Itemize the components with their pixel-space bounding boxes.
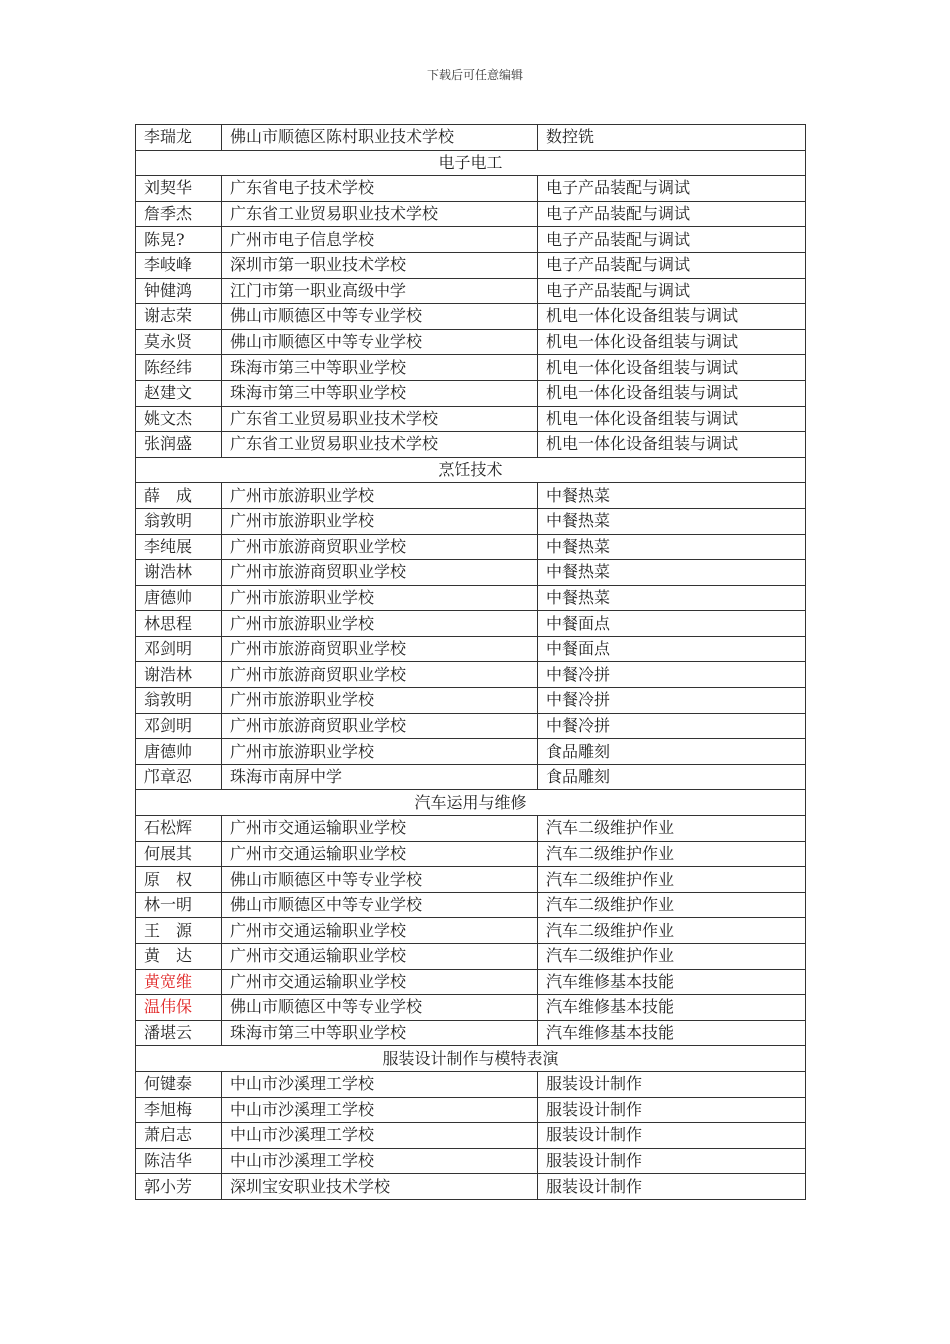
school-cell: 广东省工业贸易职业技术学校 [222, 432, 538, 458]
school-cell: 广州市旅游职业学校 [222, 688, 538, 714]
table-row [136, 329, 806, 355]
table-row [136, 1148, 806, 1174]
table-row [136, 278, 806, 304]
name-cell: 李旭梅 [136, 1097, 222, 1123]
school-cell: 中山市沙溪理工学校 [222, 1123, 538, 1149]
name-cell: 翁敦明 [136, 688, 222, 714]
event-cell: 中餐热菜 [538, 508, 806, 534]
school-cell: 珠海市第三中等职业学校 [222, 1020, 538, 1046]
name-cell: 李瑞龙 [136, 125, 222, 151]
table-row [136, 841, 806, 867]
table-row [136, 918, 806, 944]
event-cell: 数控铣 [538, 125, 806, 151]
table-row [136, 1097, 806, 1123]
section-title: 烹饪技术 [136, 457, 806, 483]
event-cell: 汽车二级维护作业 [538, 816, 806, 842]
name-cell: 谢浩林 [136, 560, 222, 586]
name-cell: 何展其 [136, 841, 222, 867]
table-row [136, 227, 806, 253]
table-row [136, 662, 806, 688]
table-row [136, 636, 806, 662]
name-cell: 唐德帅 [136, 585, 222, 611]
table-row [136, 1123, 806, 1149]
school-cell: 中山市沙溪理工学校 [222, 1148, 538, 1174]
school-cell: 佛山市顺德区陈村职业技术学校 [222, 125, 538, 151]
school-cell: 广东省工业贸易职业技术学校 [222, 406, 538, 432]
name-cell: 石松辉 [136, 816, 222, 842]
school-cell: 佛山市顺德区中等专业学校 [222, 304, 538, 330]
page-header: 下载后可任意编辑 [426, 68, 523, 82]
school-cell: 广州市旅游职业学校 [222, 483, 538, 509]
event-cell: 服装设计制作 [538, 1097, 806, 1123]
school-cell: 广州市旅游商贸职业学校 [222, 534, 538, 560]
event-cell: 电子产品装配与调试 [538, 201, 806, 227]
table-row [136, 739, 806, 765]
table-row [136, 1174, 806, 1200]
section-title: 服装设计制作与模特表演 [136, 1046, 806, 1072]
school-cell: 佛山市顺德区中等专业学校 [222, 892, 538, 918]
table-row [136, 585, 806, 611]
table-row [136, 713, 806, 739]
table-row [136, 560, 806, 586]
table-row [136, 969, 806, 995]
event-cell: 服装设计制作 [538, 1174, 806, 1200]
event-cell: 中餐热菜 [538, 483, 806, 509]
table-row [136, 252, 806, 278]
name-cell: 潘堪云 [136, 1020, 222, 1046]
name-cell: 陈晃? [136, 227, 222, 253]
name-cell: 唐德帅 [136, 739, 222, 765]
table-row [136, 944, 806, 970]
event-cell: 中餐热菜 [538, 560, 806, 586]
name-cell: 张润盛 [136, 432, 222, 458]
table-row [136, 508, 806, 534]
school-cell: 广东省电子技术学校 [222, 176, 538, 202]
table-row [136, 995, 806, 1021]
school-cell: 佛山市顺德区中等专业学校 [222, 329, 538, 355]
table-row [136, 816, 806, 842]
name-cell: 原 权 [136, 867, 222, 893]
school-cell: 深圳市第一职业技术学校 [222, 252, 538, 278]
name-cell: 郭小芳 [136, 1174, 222, 1200]
school-cell: 广州市电子信息学校 [222, 227, 538, 253]
school-cell: 佛山市顺德区中等专业学校 [222, 995, 538, 1021]
event-cell: 汽车维修基本技能 [538, 995, 806, 1021]
event-cell: 机电一体化设备组装与调试 [538, 355, 806, 381]
school-cell: 广州市旅游商贸职业学校 [222, 662, 538, 688]
table-row [136, 1020, 806, 1046]
school-cell: 广东省工业贸易职业技术学校 [222, 201, 538, 227]
table-row [136, 688, 806, 714]
name-cell: 黄宽维 [136, 969, 222, 995]
table-row [136, 176, 806, 202]
name-cell: 何键泰 [136, 1071, 222, 1097]
event-cell: 汽车二级维护作业 [538, 867, 806, 893]
event-cell: 食品雕刻 [538, 739, 806, 765]
name-cell: 李岐峰 [136, 252, 222, 278]
school-cell: 广州市旅游商贸职业学校 [222, 713, 538, 739]
table-row [136, 406, 806, 432]
school-cell: 中山市沙溪理工学校 [222, 1071, 538, 1097]
table-row [136, 892, 806, 918]
name-cell: 詹季杰 [136, 201, 222, 227]
name-cell: 薛 成 [136, 483, 222, 509]
event-cell: 服装设计制作 [538, 1123, 806, 1149]
name-cell: 林一明 [136, 892, 222, 918]
school-cell: 广州市旅游职业学校 [222, 739, 538, 765]
event-cell: 汽车维修基本技能 [538, 1020, 806, 1046]
table-row [136, 483, 806, 509]
school-cell: 珠海市第三中等职业学校 [222, 380, 538, 406]
roster-body [136, 125, 806, 1200]
school-cell: 广州市交通运输职业学校 [222, 841, 538, 867]
event-cell: 中餐面点 [538, 636, 806, 662]
school-cell: 广州市交通运输职业学校 [222, 918, 538, 944]
event-cell: 中餐面点 [538, 611, 806, 637]
school-cell: 广州市旅游职业学校 [222, 611, 538, 637]
table-row [136, 304, 806, 330]
name-cell: 黄 达 [136, 944, 222, 970]
school-cell: 珠海市南屏中学 [222, 764, 538, 790]
school-cell: 佛山市顺德区中等专业学校 [222, 867, 538, 893]
name-cell: 温伟保 [136, 995, 222, 1021]
school-cell: 广州市交通运输职业学校 [222, 816, 538, 842]
table-row [136, 534, 806, 560]
school-cell: 珠海市第三中等职业学校 [222, 355, 538, 381]
table-row [136, 611, 806, 637]
event-cell: 中餐冷拼 [538, 662, 806, 688]
school-cell: 中山市沙溪理工学校 [222, 1097, 538, 1123]
name-cell: 姚文杰 [136, 406, 222, 432]
table-row [136, 764, 806, 790]
table-row [136, 125, 806, 151]
name-cell: 莫永贤 [136, 329, 222, 355]
school-cell: 广州市旅游职业学校 [222, 585, 538, 611]
event-cell: 电子产品装配与调试 [538, 176, 806, 202]
event-cell: 汽车二级维护作业 [538, 944, 806, 970]
name-cell: 刘契华 [136, 176, 222, 202]
name-cell: 王 源 [136, 918, 222, 944]
school-cell: 江门市第一职业高级中学 [222, 278, 538, 304]
event-cell: 汽车二级维护作业 [538, 918, 806, 944]
table-row [136, 867, 806, 893]
event-cell: 汽车维修基本技能 [538, 969, 806, 995]
name-cell: 萧启志 [136, 1123, 222, 1149]
name-cell: 林思程 [136, 611, 222, 637]
school-cell: 广州市旅游职业学校 [222, 508, 538, 534]
name-cell: 邓剑明 [136, 713, 222, 739]
roster-table [135, 124, 806, 1200]
school-cell: 广州市旅游商贸职业学校 [222, 636, 538, 662]
event-cell: 中餐热菜 [538, 585, 806, 611]
name-cell: 陈经纬 [136, 355, 222, 381]
table-row [136, 201, 806, 227]
event-cell: 中餐冷拼 [538, 688, 806, 714]
section-header-row [136, 790, 806, 816]
event-cell: 电子产品装配与调试 [538, 252, 806, 278]
name-cell: 赵建文 [136, 380, 222, 406]
name-cell: 谢浩林 [136, 662, 222, 688]
table-row [136, 355, 806, 381]
school-cell: 广州市交通运输职业学校 [222, 969, 538, 995]
table-row [136, 432, 806, 458]
event-cell: 机电一体化设备组装与调试 [538, 380, 806, 406]
event-cell: 机电一体化设备组装与调试 [538, 406, 806, 432]
event-cell: 食品雕刻 [538, 764, 806, 790]
event-cell: 机电一体化设备组装与调试 [538, 304, 806, 330]
name-cell: 谢志荣 [136, 304, 222, 330]
event-cell: 电子产品装配与调试 [538, 278, 806, 304]
name-cell: 钟健鸿 [136, 278, 222, 304]
section-title: 电子电工 [136, 150, 806, 176]
section-title: 汽车运用与维修 [136, 790, 806, 816]
name-cell: 邓剑明 [136, 636, 222, 662]
table-row [136, 1071, 806, 1097]
school-cell: 深圳宝安职业技术学校 [222, 1174, 538, 1200]
section-header-row [136, 457, 806, 483]
name-cell: 李纯展 [136, 534, 222, 560]
school-cell: 广州市交通运输职业学校 [222, 944, 538, 970]
event-cell: 汽车二级维护作业 [538, 841, 806, 867]
section-header-row [136, 150, 806, 176]
event-cell: 机电一体化设备组装与调试 [538, 432, 806, 458]
table-row [136, 380, 806, 406]
event-cell: 中餐热菜 [538, 534, 806, 560]
event-cell: 服装设计制作 [538, 1071, 806, 1097]
school-cell: 广州市旅游商贸职业学校 [222, 560, 538, 586]
event-cell: 汽车二级维护作业 [538, 892, 806, 918]
event-cell: 服装设计制作 [538, 1148, 806, 1174]
section-header-row [136, 1046, 806, 1072]
event-cell: 中餐冷拼 [538, 713, 806, 739]
name-cell: 邝章忍 [136, 764, 222, 790]
event-cell: 机电一体化设备组装与调试 [538, 329, 806, 355]
name-cell: 陈洁华 [136, 1148, 222, 1174]
event-cell: 电子产品装配与调试 [538, 227, 806, 253]
name-cell: 翁敦明 [136, 508, 222, 534]
